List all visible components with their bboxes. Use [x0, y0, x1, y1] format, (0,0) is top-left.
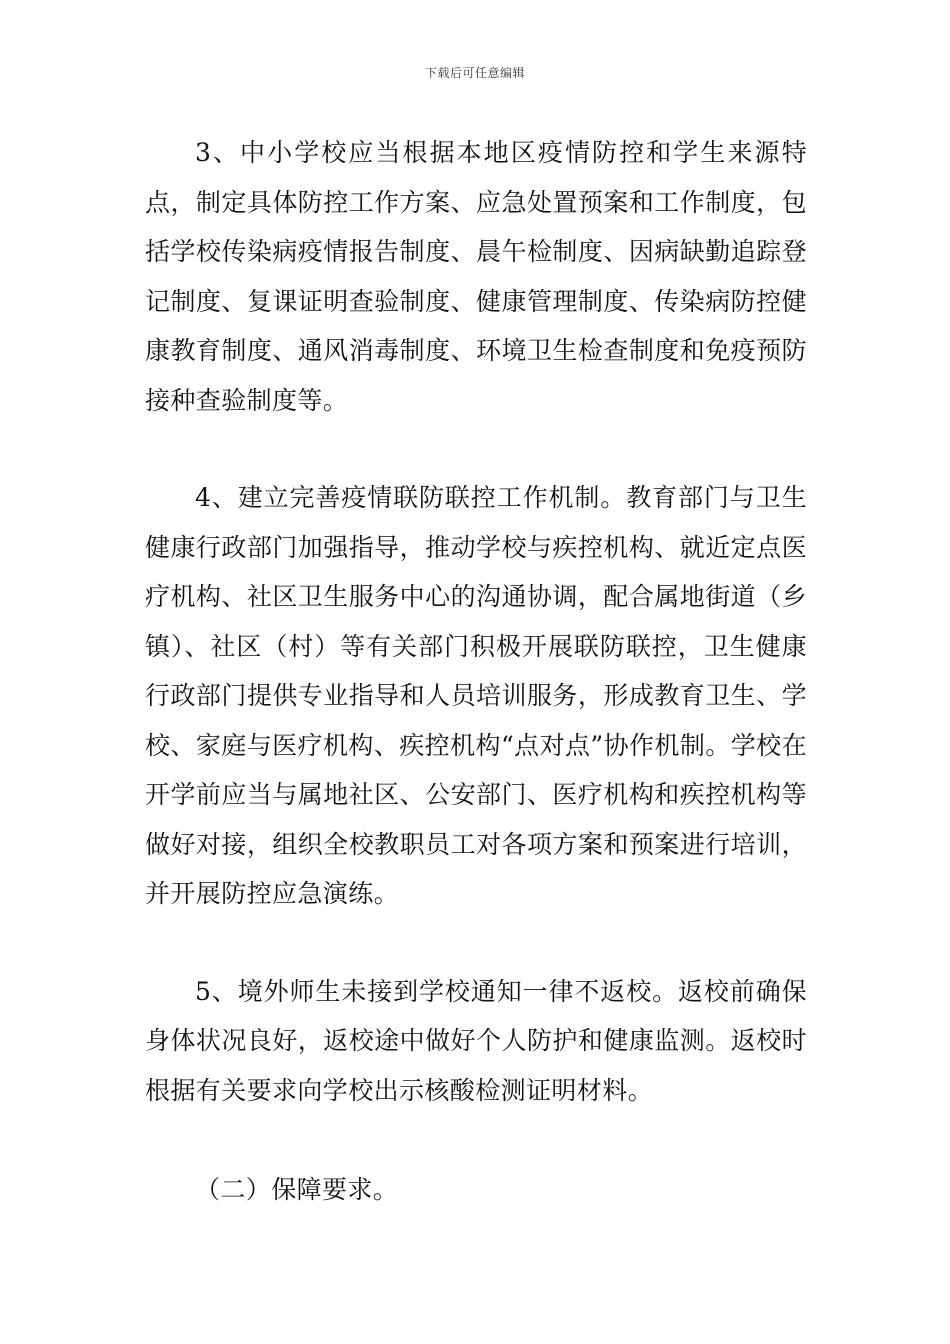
section-heading: （二）保障要求。 [195, 1175, 399, 1204]
paragraph-item-3: 3、中小学校应当根据本地区疫情防控和学生来源特点，制定具体防控工作方案、应急处置预案和工作制度，包括学校传染病疫情报告制度、晨午检制度、因病缺勤追踪登记制度、复课证明查验制度、健康管理制度、传染病防控健康教育制度、通风消毒制度、环境卫生检查制度和免疫预防接种查验制度等。 [145, 138, 807, 415]
header-note: 下载后可任意编辑 [424, 66, 525, 80]
paragraph-item-5: 5、境外师生未接到学校通知一律不返校。返校前确保身体状况良好，返校途中做好个人防护和健康监测。返校时根据有关要求向学校出示核酸检测证明材料。 [145, 976, 807, 1105]
paragraph-item-4: 4、建立完善疫情联防联控工作机制。教育部门与卫生健康行政部门加强指导，推动学校与疾控机构、就近定点医疗机构、社区卫生服务中心的沟通协调，配合属地街道（乡镇）、社区（村）等有关部门积极开展联防联控，卫生健康行政部门提供专业指导和人员培训服务，形成教育卫生、学校、家庭与医疗机构、疾控机构“点对点”协作机制。学校在开学前应当与属地社区、公安部门、医疗机构和疾控机构等做好对接，组织全校教职员工对各项方案和预案进行培训，并开展防控应急演练。 [145, 483, 807, 908]
document-body [145, 128, 807, 1215]
paragraph-spacer [145, 1115, 807, 1165]
paragraph-spacer [145, 919, 807, 967]
paragraph-spacer [145, 425, 807, 473]
